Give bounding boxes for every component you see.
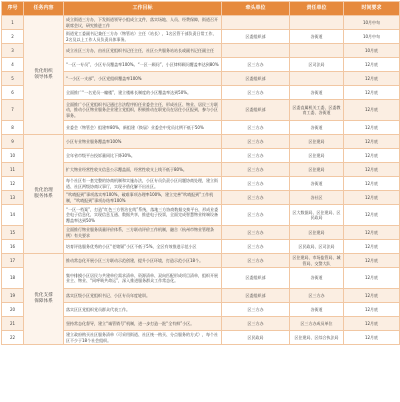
responsible-unit: 区住建局、市场监管局、城管局、交警大队	[290, 254, 344, 268]
time-requirement: 12月底	[344, 268, 400, 289]
lead-unit: 区三方办	[222, 135, 290, 149]
time-requirement: 12月底	[344, 317, 400, 331]
work-goal: 每个社区有一套完整的协商机制和实施办法，小区专员负责小区问题协商处理，建立街道、社区两级协商议事厅，实现矛盾化解不出社区。	[64, 177, 222, 191]
work-goal: 扩大物业经营性收支信息公示覆盖面，经营性收支上线不低于80%。	[64, 163, 222, 177]
row-number: 10	[2, 149, 24, 163]
task-category: 优化组织 领导体系	[24, 16, 64, 135]
time-requirement: 10月底	[344, 44, 400, 58]
work-goal: 推动常态化开展小区三方联动示范创建，提升小区环境，打造示范小区18个。	[64, 254, 222, 268]
time-requirement: 12月底	[344, 289, 400, 303]
time-requirement: 12月底	[344, 163, 400, 177]
work-goal: 业委会（物管会）组建率80%，新组建（换届）业委会中党员比例不低于50%	[64, 121, 222, 135]
lead-unit: 区三方办	[222, 205, 290, 226]
work-goal: 落实区级小区党组织书记、小区专员年度轮训。	[64, 289, 222, 303]
table-row	[2, 135, 400, 149]
responsible-unit: 区司法局	[290, 58, 344, 72]
responsible-unit: 各街道	[290, 177, 344, 191]
row-number: 3	[2, 44, 24, 58]
row-number: 13	[2, 191, 24, 205]
work-goal: 小区专业物业服务覆盖率100%	[64, 135, 222, 149]
header-lead: 牵头单位	[222, 2, 290, 16]
time-requirement: 12月底	[344, 135, 400, 149]
header-time: 时间要求	[344, 2, 400, 16]
time-requirement: 10月中旬	[344, 16, 400, 30]
row-number: 8	[2, 121, 24, 135]
row-number: 20	[2, 303, 24, 317]
header-no: 序号	[2, 2, 24, 16]
row-number: 2	[2, 30, 24, 44]
lead-unit: 区三方办	[222, 121, 290, 135]
row-number: 4	[2, 58, 24, 72]
work-goal: 集中排摸小区居民与共建单位需求清单、资源清单、双向匹配形成项目清单，组织开展业主、物业、“同呼吸共命运”，深入推进服务群众工作常态化。	[64, 268, 222, 289]
responsible-unit: 各街道	[290, 86, 344, 100]
lead-unit: 区民政局	[222, 331, 290, 345]
work-goal: 坚持常态化督导，建立“诚管销号”机制，进一步打造一批“全有鲜”小区。	[64, 317, 222, 331]
row-number: 1	[2, 16, 24, 30]
table-row	[2, 16, 400, 30]
responsible-unit: 区住建局	[290, 226, 344, 240]
row-number: 7	[2, 100, 24, 121]
responsible-unit: 各街道	[290, 268, 344, 289]
time-requirement: 12月底	[344, 72, 400, 86]
responsible-unit: 区委直属机关工委、区委教育工委、各街道	[290, 100, 344, 121]
header-resp: 责任单位	[290, 2, 344, 16]
time-requirement: 12月底	[344, 240, 400, 254]
work-goal: 培育评选服务优秀的小区“老娘舅”小区不低于5%，全区有效推进示范小区	[64, 240, 222, 254]
lead-unit: 区委组织部	[222, 268, 290, 289]
responsible-unit: 区三方办	[290, 289, 344, 303]
responsible-unit: 区住建局	[290, 163, 344, 177]
responsible-unit: 区三方办成员单位	[290, 317, 344, 331]
time-requirement: 12月底	[344, 254, 400, 268]
lead-unit: 区委组织部	[222, 100, 290, 121]
work-goal: 全年省市级平台投诉量同比下降30%。	[64, 149, 222, 163]
work-goal: “一区一专员”，小区专员覆盖率100%。“一区一顾问”，小区律师顾问覆盖率达到80%	[64, 58, 222, 72]
task-table	[1, 1, 400, 345]
work-goal: “一小区一支部”，小区党组织覆盖率100%	[64, 72, 222, 86]
time-requirement: 12月底	[344, 205, 400, 226]
lead-unit: 区三方办	[222, 191, 290, 205]
work-goal: “吹哨报到”事项落实率100%，破难事项办理率100%，建立完善“吹哨报到”工作机制，“吹哨报到”事项办结率100%	[64, 191, 222, 205]
row-number: 15	[2, 226, 24, 240]
time-requirement: 10月中旬	[344, 30, 400, 44]
work-goal: 全面推广小区党组织书记通过合法程序担任业委会主任，形成社区、物业、居民三方联动，推动小区物业服务企业建立党组织，积极推动在职党员在居住小区报到，参与小区事务。	[64, 100, 222, 121]
responsible-unit	[290, 72, 344, 86]
lead-unit: 区三方办	[222, 177, 290, 191]
table-body	[2, 16, 400, 345]
lead-unit: 区委组织部	[222, 289, 290, 303]
header-goal: 工作目标	[64, 2, 222, 16]
time-requirement: 12月底	[344, 100, 400, 121]
time-requirement: 12月底	[344, 121, 400, 135]
row-number: 21	[2, 317, 24, 331]
row-number: 11	[2, 163, 24, 177]
time-requirement: 12月底	[344, 191, 400, 205]
table-header-row	[2, 2, 400, 16]
work-goal: 落实区区党组织党员群众代表工作。	[64, 303, 222, 317]
lead-unit: 区三方办	[222, 149, 290, 163]
lead-unit	[222, 44, 290, 58]
responsible-unit: 区住建局	[290, 135, 344, 149]
lead-unit: 区委组织部	[222, 72, 290, 86]
lead-unit: 区三方办	[222, 86, 290, 100]
work-goal: “一区一档案”，打造“红色三方智治在线”系统，落地三方协商数据交换平台，形成业委会电子信息化，实现信息互通、数据共享，推进电子投票，全面完成智慧物业终端设备覆盖率达到50%	[64, 205, 222, 226]
lead-unit: 区三方办	[222, 240, 290, 254]
row-number: 17	[2, 254, 24, 268]
time-requirement: 12月底	[344, 86, 400, 100]
responsible-unit: 区大数据局、区住建局、区民政局	[290, 205, 344, 226]
row-number: 6	[2, 86, 24, 100]
responsible-unit: 区住建局	[290, 149, 344, 163]
time-requirement: 12月底	[344, 177, 400, 191]
task-category: 优化治理 服务体系	[24, 135, 64, 254]
time-requirement: 12月底	[344, 331, 400, 345]
row-number: 14	[2, 205, 24, 226]
work-goal: 街道党工委副书记兼任三方办（物管站）主任（站长），1名区管干部负责日常工作，2名及以上工作人员负责具体事务。	[64, 30, 222, 44]
lead-unit: 区三方办	[222, 303, 290, 317]
row-number: 22	[2, 331, 24, 345]
lead-unit	[222, 16, 290, 30]
work-goal: 成立社区三方办，由社区党组织书记任主任，社区公共服务站站长或副书记任副主任	[64, 44, 222, 58]
responsible-unit	[290, 16, 344, 30]
time-requirement: 12月底	[344, 149, 400, 163]
time-requirement: 12月底	[344, 303, 400, 317]
responsible-unit: 各街道	[290, 303, 344, 317]
lead-unit: 区三方办	[222, 58, 290, 72]
header-task: 任务内容	[24, 2, 64, 16]
responsible-unit: 各社区	[290, 191, 344, 205]
row-number: 16	[2, 240, 24, 254]
lead-unit: 区三方办	[222, 317, 290, 331]
lead-unit: 区三方办	[222, 163, 290, 177]
lead-unit: 区三方办	[222, 254, 290, 268]
responsible-unit: 各街道	[290, 30, 344, 44]
task-category: 优化支撑 保障体系	[24, 254, 64, 345]
time-requirement: 12月底	[344, 226, 400, 240]
row-number: 9	[2, 135, 24, 149]
time-requirement: 12月底	[344, 58, 400, 72]
responsible-unit: 区民政局、区司法局	[290, 240, 344, 254]
work-goal: 建立政府购买社区服务清单（可采用街道、社区统一购买、分点服务的方式），每个社区不少于18个社会组织。	[64, 331, 222, 345]
work-goal: 全面推广“一名党员一幢楼”，建立楼栋长制度的小区覆盖率达到50%。	[64, 86, 222, 100]
lead-unit: 区三方办	[222, 226, 290, 240]
lead-unit: 区委组织部	[222, 30, 290, 44]
row-number: 18	[2, 268, 24, 289]
row-number: 12	[2, 177, 24, 191]
responsible-unit: 区住建局、区综合执法局	[290, 331, 344, 345]
work-goal: 成立街道三方办，下发街道领导小组成立文件，落实场地、人员、经费保障，街道召开联席会议，研究推进工作	[64, 16, 222, 30]
work-goal: 全面推行物业服务质量评价体系，三方联动评价工作机制，融合（杭州市物业管理条例）有关要求	[64, 226, 222, 240]
row-number: 19	[2, 289, 24, 303]
responsible-unit: 各街道	[290, 121, 344, 135]
row-number: 5	[2, 72, 24, 86]
table-row	[2, 254, 400, 268]
responsible-unit	[290, 44, 344, 58]
